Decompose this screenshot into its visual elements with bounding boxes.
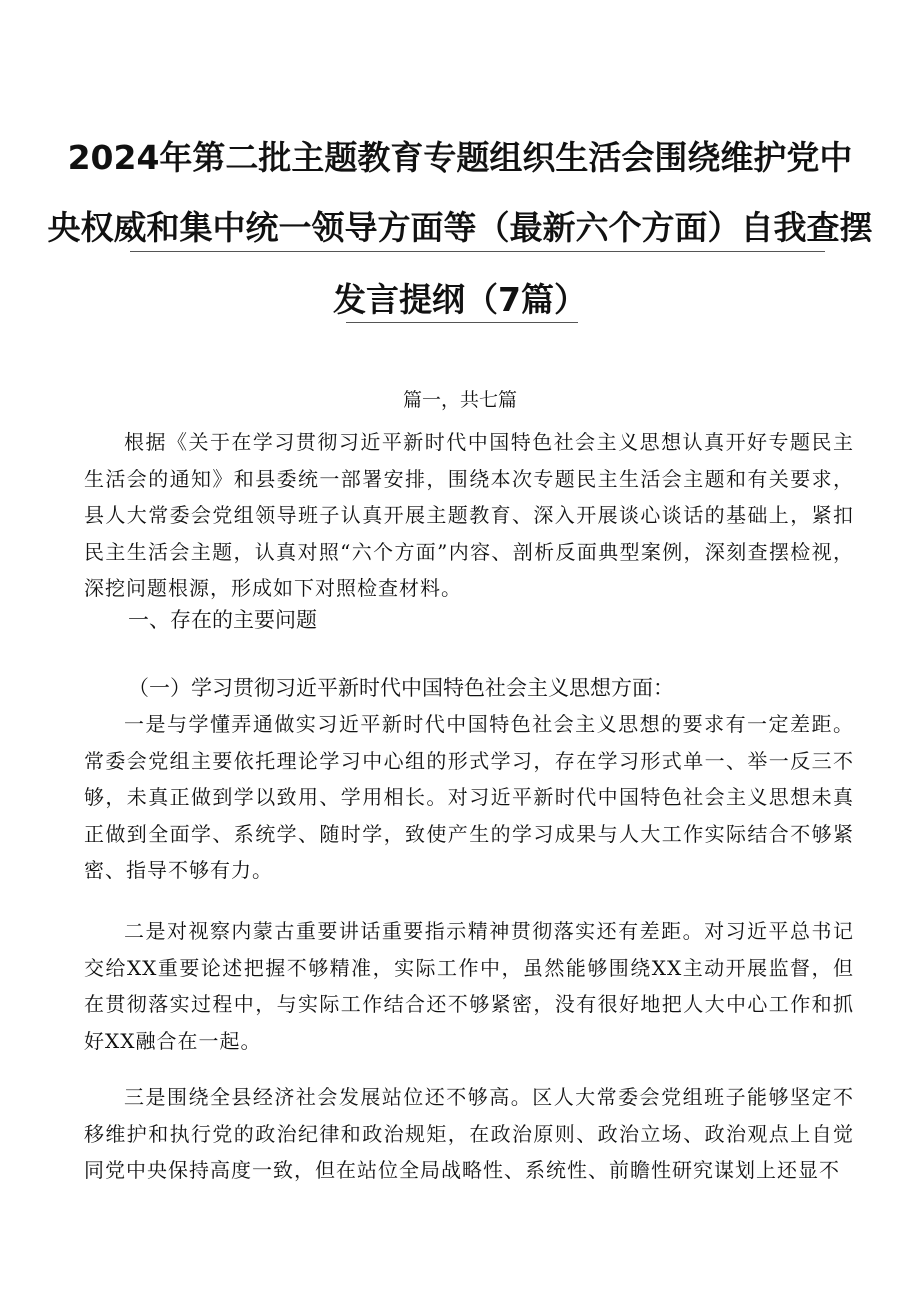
document-title-line-1: 2024年第二批主题教育专题组织生活会围绕维护党中 (67, 138, 853, 177)
body-paragraph-1: 一是与学懂弄通做实习近平新时代中国特色社会主义思想的要求有一定差距。常委会党组主要依托理论学习中心组的形式学习，存在学习形式单一、举一反三不够，未真正做到学以致用、学用相长。对习近平新时代中国特色社会主义思想未真正做到全面学、系统学、随时学，致使产生的学习成果与人大工作实际结合不够紧密、指导不够有力。 (84, 712, 854, 882)
document-subtitle: 篇一，共七篇 (402, 389, 517, 411)
document-title-line-2: 央权威和集中统一领导方面等（最新六个方面）自我查摆 (47, 208, 873, 247)
body-paragraph-3: 三是围绕全县经济社会发展站位还不够高。区人大常委会党组班子能够坚定不移维护和执行党的政治纪律和政治规矩，在政治原则、政治立场、政治观点上自觉同党中央保持高度一致，但在站位全局战略性、系统性、前瞻性研究谋划上还显不 (84, 1085, 854, 1182)
document-title-line-3: 发言提纲（7篇） (333, 280, 587, 319)
title-underline (130, 251, 825, 252)
subsection-heading: （一）学习贯彻习近平新时代中国特色社会主义思想方面： (128, 676, 674, 700)
section-heading: 一、存在的主要问题 (128, 608, 317, 632)
intro-paragraph: 根据《关于在学习贯彻习近平新时代中国特色社会主义思想认真开好专题民主生活会的通知》和县委统一部署安排，围绕本次专题民主生活会主题和有关要求，县人大常委会党组领导班子认真开展主题教育、深入开展谈心谈话的基础上，紧扣民主生活会主题，认真对照“六个方面”内容、剖析反面典型案例，深刻查摆检视，深挖问题根源，形成如下对照检查材料。 (84, 430, 854, 600)
body-paragraph-2: 二是对视察内蒙古重要讲话重要指示精神贯彻落实还有差距。对习近平总书记交给XX重要论述把握不够精准，实际工作中，虽然能够围绕XX主动开展监督，但在贯彻落实过程中，与实际工作结合还不够紧密，没有很好地把人大中心工作和抓好XX融合在一起。 (84, 919, 854, 1053)
title-underline-2 (346, 322, 578, 323)
